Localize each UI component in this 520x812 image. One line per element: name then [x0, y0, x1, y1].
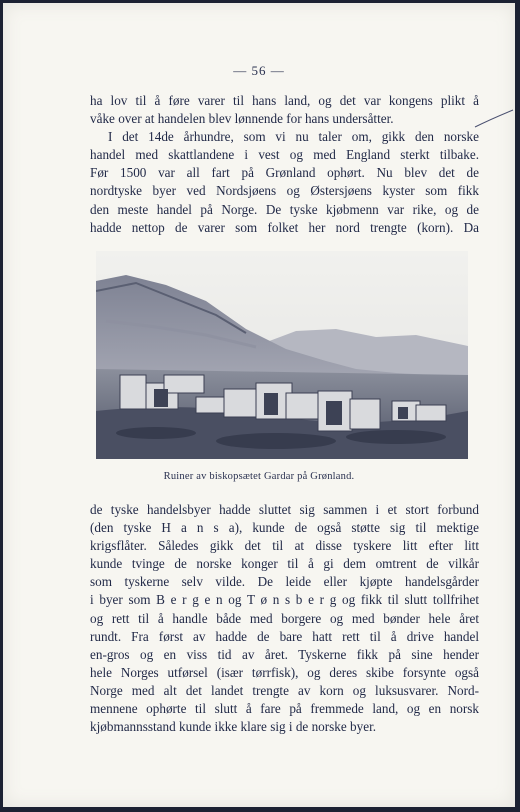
text-line: kunde tvinge de norske konger til å gi dem omtrent de vilkår: [90, 556, 479, 572]
text-line: kjøbmannsstand kunde ikke klare sig i de norske byer.: [90, 719, 377, 735]
page-number: — 56 —: [233, 63, 285, 78]
paragraph-top: [90, 92, 479, 237]
text-line: Norge med alt det landet trengte av korn og luksusvarer. Nord-: [90, 682, 479, 698]
ruins-illustration: [96, 251, 468, 459]
paragraph-bottom: [90, 501, 479, 736]
text-line: krigsflåter. Således gikk det til at disse tyskere litt efter litt: [90, 538, 479, 554]
text-line: hadde nettop de varer som folket her nord trengte (korn). Da: [90, 219, 479, 235]
text-line: nordtyske byer ved Nordsjøens og Østersjøens kyster som fikk: [90, 183, 479, 199]
text-line: handel med skattlandene i vest og med England sterkt tilbake.: [90, 147, 479, 163]
text-line: rundt. Fra først av hadde de bare hatt rett til å drive handel: [90, 628, 479, 644]
text-line: de tyske handelsbyer hadde sluttet sig sammen i et stort forbund: [90, 502, 479, 517]
text-line: Før 1500 var all fart på Grønland ophørt. Nu blev det de: [90, 165, 479, 181]
pencil-mark: [473, 107, 515, 129]
text-line: en-gros og en viss tid av året. Tyskerne fikk på sine hender: [90, 646, 479, 662]
text-line: som tyskerne selv vilde. De leide eller kjøpte handelsgårder: [90, 574, 479, 590]
text-line: mennene ophørte til slutt å fare på fremmede land, og en norsk: [90, 701, 479, 717]
text-line: i byer som B e r g e n og T ø n s b e r g og fikk til slutt tollfrihet: [90, 592, 479, 608]
text-line: ha lov til å føre varer til hans land, og det var kongens plikt å: [90, 93, 479, 108]
text-line: våke over at handelen blev lønnende for hans undersåtter.: [90, 111, 394, 127]
text-line: (den tyske H a n s a), kunde de også støtte sig til mektige: [90, 520, 479, 536]
text-line: I det 14de århundre, som vi nu taler om, gikk den norske: [108, 129, 479, 145]
text-line: den meste handel på Norge. De tyske kjøbmenn var rike, og de: [90, 201, 479, 217]
text-line: hele Norges utførsel (især tørrfisk), og deres skibe forsynte også: [90, 664, 479, 680]
book-page: [3, 3, 515, 807]
text-line: og rett til å handle både med borgere og med bønder hele året: [90, 610, 479, 626]
figure-caption: Ruiner av biskopsætet Gardar på Grønland.: [163, 471, 355, 482]
